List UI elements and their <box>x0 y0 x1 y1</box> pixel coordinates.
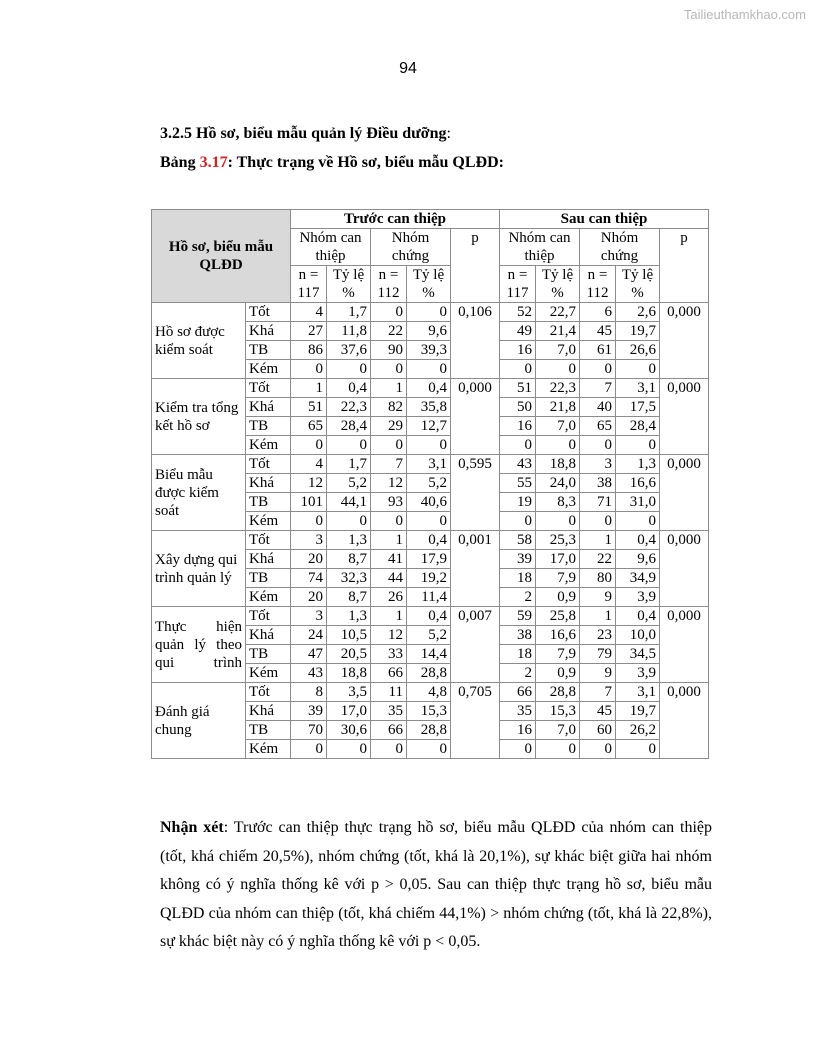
value-cell: 0 <box>580 740 616 759</box>
value-cell: 1 <box>291 379 327 398</box>
value-cell: 45 <box>580 702 616 721</box>
value-cell: 16 <box>500 721 536 740</box>
value-cell: 90 <box>371 341 407 360</box>
value-cell: 1,3 <box>327 607 371 626</box>
value-cell: 9,6 <box>407 322 451 341</box>
value-cell: 17,0 <box>327 702 371 721</box>
header-n-control: n = 112 <box>580 266 616 303</box>
criterion-label: Xây dựng qui trình quản lý <box>152 531 246 607</box>
value-cell: 101 <box>291 493 327 512</box>
level-cell: TB <box>246 493 291 512</box>
level-cell: Tốt <box>246 455 291 474</box>
value-cell: 0 <box>327 740 371 759</box>
value-cell: 0 <box>371 360 407 379</box>
value-cell: 5,2 <box>327 474 371 493</box>
level-cell: TB <box>246 645 291 664</box>
value-cell: 15,3 <box>536 702 580 721</box>
value-cell: 7 <box>580 683 616 702</box>
value-cell: 1 <box>580 531 616 550</box>
value-cell: 7,0 <box>536 721 580 740</box>
header-p: p <box>451 229 500 303</box>
value-cell: 40,6 <box>407 493 451 512</box>
value-cell: 11,4 <box>407 588 451 607</box>
value-cell: 51 <box>500 379 536 398</box>
value-cell: 44 <box>371 569 407 588</box>
value-cell: 8,7 <box>327 550 371 569</box>
value-cell: 40 <box>580 398 616 417</box>
table-caption <box>160 154 504 172</box>
value-cell: 4,8 <box>407 683 451 702</box>
level-cell: Tốt <box>246 531 291 550</box>
value-cell: 0,9 <box>536 664 580 683</box>
value-cell: 7 <box>580 379 616 398</box>
value-cell: 21,8 <box>536 398 580 417</box>
p-value-cell: 0,000 <box>660 683 709 759</box>
value-cell: 86 <box>291 341 327 360</box>
p-value-cell: 0,000 <box>660 607 709 683</box>
p-value-cell: 0,595 <box>451 455 500 531</box>
level-cell: Khá <box>246 550 291 569</box>
value-cell: 0 <box>500 512 536 531</box>
table-header <box>152 210 709 303</box>
header-n-intervention: n = 117 <box>291 266 327 303</box>
table-row <box>152 531 709 550</box>
value-cell: 18 <box>500 645 536 664</box>
level-cell: Khá <box>246 474 291 493</box>
value-cell: 0 <box>580 360 616 379</box>
criterion-label: Biểu mẫu được kiểm soát <box>152 455 246 531</box>
p-value-cell: 0,000 <box>660 531 709 607</box>
value-cell: 41 <box>371 550 407 569</box>
value-cell: 29 <box>371 417 407 436</box>
value-cell: 0 <box>407 360 451 379</box>
value-cell: 10,0 <box>616 626 660 645</box>
p-value-cell: 0,000 <box>660 379 709 455</box>
p-value-cell: 0,000 <box>660 455 709 531</box>
value-cell: 21,4 <box>536 322 580 341</box>
value-cell: 0 <box>407 512 451 531</box>
value-cell: 0 <box>407 303 451 322</box>
remark-paragraph <box>160 814 712 957</box>
value-cell: 2 <box>500 664 536 683</box>
value-cell: 17,9 <box>407 550 451 569</box>
value-cell: 0 <box>616 436 660 455</box>
value-cell: 22 <box>371 322 407 341</box>
value-cell: 0 <box>536 360 580 379</box>
value-cell: 66 <box>500 683 536 702</box>
value-cell: 7,9 <box>536 569 580 588</box>
value-cell: 22 <box>580 550 616 569</box>
records-table <box>151 209 709 759</box>
value-cell: 17,5 <box>616 398 660 417</box>
value-cell: 39 <box>500 550 536 569</box>
level-cell: Kém <box>246 664 291 683</box>
value-cell: 34,5 <box>616 645 660 664</box>
value-cell: 43 <box>500 455 536 474</box>
level-cell: Tốt <box>246 379 291 398</box>
caption-number: 3.17 <box>199 154 228 171</box>
value-cell: 28,4 <box>616 417 660 436</box>
value-cell: 24 <box>291 626 327 645</box>
value-cell: 17,0 <box>536 550 580 569</box>
value-cell: 12 <box>291 474 327 493</box>
value-cell: 5,2 <box>407 474 451 493</box>
value-cell: 28,8 <box>407 664 451 683</box>
value-cell: 23 <box>580 626 616 645</box>
header-rate: Tỷ lệ % <box>616 266 660 303</box>
value-cell: 61 <box>580 341 616 360</box>
level-cell: Tốt <box>246 607 291 626</box>
value-cell: 0,4 <box>616 607 660 626</box>
value-cell: 0 <box>500 436 536 455</box>
value-cell: 11 <box>371 683 407 702</box>
value-cell: 39,3 <box>407 341 451 360</box>
value-cell: 30,6 <box>327 721 371 740</box>
value-cell: 31,0 <box>616 493 660 512</box>
value-cell: 0 <box>371 303 407 322</box>
criterion-label: Thực hiện quản lý theo qui trình <box>152 607 246 683</box>
value-cell: 28,4 <box>327 417 371 436</box>
value-cell: 0,9 <box>536 588 580 607</box>
value-cell: 35 <box>371 702 407 721</box>
value-cell: 50 <box>500 398 536 417</box>
value-cell: 0 <box>407 740 451 759</box>
value-cell: 65 <box>291 417 327 436</box>
value-cell: 19,7 <box>616 702 660 721</box>
value-cell: 34,9 <box>616 569 660 588</box>
value-cell: 66 <box>371 664 407 683</box>
table-row <box>152 303 709 322</box>
header-group-control: Nhóm chứng <box>371 229 451 266</box>
value-cell: 26,6 <box>616 341 660 360</box>
value-cell: 0 <box>291 740 327 759</box>
level-cell: Kém <box>246 512 291 531</box>
header-before: Trước can thiệp <box>291 210 500 229</box>
value-cell: 2 <box>500 588 536 607</box>
header-row-label: Hồ sơ, biểu mẫu QLĐD <box>152 210 291 303</box>
value-cell: 0,4 <box>616 531 660 550</box>
value-cell: 43 <box>291 664 327 683</box>
value-cell: 35 <box>500 702 536 721</box>
criterion-label: Hồ sơ được kiểm soát <box>152 303 246 379</box>
value-cell: 3 <box>580 455 616 474</box>
section-title: 3.2.5 Hồ sơ, biểu mẫu quản lý Điều dưỡng <box>160 125 447 142</box>
value-cell: 14,4 <box>407 645 451 664</box>
value-cell: 51 <box>291 398 327 417</box>
value-cell: 1,7 <box>327 455 371 474</box>
value-cell: 28,8 <box>407 721 451 740</box>
value-cell: 18,8 <box>536 455 580 474</box>
criterion-label: Đánh giá chung <box>152 683 246 759</box>
table-body <box>152 303 709 759</box>
value-cell: 0 <box>616 512 660 531</box>
remark-label: Nhận xét <box>160 819 224 836</box>
watermark: Tailieuthamkhao.com <box>683 7 806 22</box>
value-cell: 8,7 <box>327 588 371 607</box>
level-cell: Khá <box>246 322 291 341</box>
value-cell: 24,0 <box>536 474 580 493</box>
value-cell: 0 <box>536 512 580 531</box>
value-cell: 0 <box>327 360 371 379</box>
value-cell: 0 <box>407 436 451 455</box>
level-cell: Tốt <box>246 303 291 322</box>
value-cell: 16,6 <box>616 474 660 493</box>
value-cell: 22,3 <box>327 398 371 417</box>
value-cell: 28,8 <box>536 683 580 702</box>
value-cell: 49 <box>500 322 536 341</box>
header-n-intervention: n = 117 <box>500 266 536 303</box>
value-cell: 0 <box>580 512 616 531</box>
remark-text: : Trước can thiệp thực trạng hồ sơ, biểu mẫu QLĐD của nhóm can thiệp (tốt, khá chiếm 20,5%), nhóm chứng (tốt, khá là 20,1%), sự khác biệt giữa hai nhóm không có ý nghĩa thống kê với p > 0,05. Sau can thiệp thực trạng hồ sơ, biểu mẫu QLĐD của nhóm can thiệp (tốt, khá chiếm 44,1%) > nhóm chứng (tốt, khá là 22,8%), sự khác biệt này có ý nghĩa thống kê với p < 0,05. <box>160 819 713 950</box>
p-value-cell: 0,000 <box>451 379 500 455</box>
table-row <box>152 683 709 702</box>
value-cell: 70 <box>291 721 327 740</box>
value-cell: 74 <box>291 569 327 588</box>
value-cell: 2,6 <box>616 303 660 322</box>
value-cell: 18,8 <box>327 664 371 683</box>
value-cell: 0 <box>580 436 616 455</box>
value-cell: 35,8 <box>407 398 451 417</box>
value-cell: 1,7 <box>327 303 371 322</box>
level-cell: Khá <box>246 702 291 721</box>
page-number: 94 <box>399 60 417 77</box>
value-cell: 0 <box>500 740 536 759</box>
value-cell: 0 <box>327 512 371 531</box>
value-cell: 82 <box>371 398 407 417</box>
value-cell: 12 <box>371 626 407 645</box>
value-cell: 39 <box>291 702 327 721</box>
table-row <box>152 455 709 474</box>
caption-prefix: Bảng <box>160 154 200 171</box>
section-heading <box>160 125 451 143</box>
level-cell: TB <box>246 721 291 740</box>
value-cell: 18 <box>500 569 536 588</box>
value-cell: 1 <box>371 379 407 398</box>
section-colon: : <box>446 125 451 142</box>
value-cell: 0 <box>291 512 327 531</box>
value-cell: 20,5 <box>327 645 371 664</box>
table-row <box>152 607 709 626</box>
value-cell: 22,3 <box>536 379 580 398</box>
header-rate: Tỷ lệ % <box>536 266 580 303</box>
value-cell: 1,3 <box>327 531 371 550</box>
value-cell: 47 <box>291 645 327 664</box>
value-cell: 3,1 <box>616 683 660 702</box>
value-cell: 60 <box>580 721 616 740</box>
value-cell: 58 <box>500 531 536 550</box>
value-cell: 59 <box>500 607 536 626</box>
value-cell: 66 <box>371 721 407 740</box>
header-group-intervention: Nhóm can thiệp <box>291 229 371 266</box>
criterion-label: Kiểm tra tổng kết hồ sơ <box>152 379 246 455</box>
value-cell: 38 <box>580 474 616 493</box>
level-cell: Kém <box>246 740 291 759</box>
level-cell: Kém <box>246 588 291 607</box>
value-cell: 26 <box>371 588 407 607</box>
p-value-cell: 0,000 <box>660 303 709 379</box>
value-cell: 0,4 <box>407 607 451 626</box>
value-cell: 65 <box>580 417 616 436</box>
value-cell: 55 <box>500 474 536 493</box>
value-cell: 19,7 <box>616 322 660 341</box>
value-cell: 9 <box>580 588 616 607</box>
value-cell: 7 <box>371 455 407 474</box>
level-cell: TB <box>246 341 291 360</box>
value-cell: 7,0 <box>536 341 580 360</box>
value-cell: 71 <box>580 493 616 512</box>
value-cell: 15,3 <box>407 702 451 721</box>
level-cell: Khá <box>246 626 291 645</box>
value-cell: 25,8 <box>536 607 580 626</box>
value-cell: 8 <box>291 683 327 702</box>
p-value-cell: 0,705 <box>451 683 500 759</box>
value-cell: 3,9 <box>616 664 660 683</box>
value-cell: 11,8 <box>327 322 371 341</box>
value-cell: 0 <box>500 360 536 379</box>
value-cell: 3 <box>291 531 327 550</box>
value-cell: 3,5 <box>327 683 371 702</box>
level-cell: Kém <box>246 360 291 379</box>
value-cell: 0 <box>291 436 327 455</box>
value-cell: 45 <box>580 322 616 341</box>
value-cell: 25,3 <box>536 531 580 550</box>
p-value-cell: 0,007 <box>451 607 500 683</box>
value-cell: 3,1 <box>407 455 451 474</box>
level-cell: Tốt <box>246 683 291 702</box>
header-rate: Tỷ lệ % <box>407 266 451 303</box>
value-cell: 9 <box>580 664 616 683</box>
value-cell: 93 <box>371 493 407 512</box>
value-cell: 0 <box>536 436 580 455</box>
value-cell: 9,6 <box>616 550 660 569</box>
level-cell: Khá <box>246 398 291 417</box>
caption-text: : Thực trạng về Hồ sơ, biểu mẫu QLĐD: <box>227 154 504 171</box>
level-cell: Kém <box>246 436 291 455</box>
value-cell: 44,1 <box>327 493 371 512</box>
value-cell: 38 <box>500 626 536 645</box>
value-cell: 6 <box>580 303 616 322</box>
value-cell: 16 <box>500 417 536 436</box>
value-cell: 22,7 <box>536 303 580 322</box>
header-group-intervention: Nhóm can thiệp <box>500 229 580 266</box>
value-cell: 0,4 <box>327 379 371 398</box>
value-cell: 4 <box>291 455 327 474</box>
value-cell: 3,9 <box>616 588 660 607</box>
value-cell: 79 <box>580 645 616 664</box>
value-cell: 12 <box>371 474 407 493</box>
table-row <box>152 379 709 398</box>
value-cell: 7,0 <box>536 417 580 436</box>
value-cell: 0 <box>291 360 327 379</box>
value-cell: 27 <box>291 322 327 341</box>
value-cell: 0 <box>616 360 660 379</box>
value-cell: 5,2 <box>407 626 451 645</box>
header-group-control: Nhóm chứng <box>580 229 660 266</box>
p-value-cell: 0,001 <box>451 531 500 607</box>
header-after: Sau can thiệp <box>500 210 709 229</box>
value-cell: 80 <box>580 569 616 588</box>
value-cell: 52 <box>500 303 536 322</box>
value-cell: 0 <box>616 740 660 759</box>
value-cell: 16,6 <box>536 626 580 645</box>
value-cell: 0,4 <box>407 531 451 550</box>
header-p: p <box>660 229 709 303</box>
level-cell: TB <box>246 569 291 588</box>
value-cell: 26,2 <box>616 721 660 740</box>
value-cell: 16 <box>500 341 536 360</box>
value-cell: 33 <box>371 645 407 664</box>
value-cell: 3,1 <box>616 379 660 398</box>
value-cell: 32,3 <box>327 569 371 588</box>
value-cell: 19,2 <box>407 569 451 588</box>
value-cell: 20 <box>291 588 327 607</box>
value-cell: 0 <box>371 436 407 455</box>
value-cell: 10,5 <box>327 626 371 645</box>
value-cell: 1 <box>580 607 616 626</box>
value-cell: 0 <box>371 512 407 531</box>
value-cell: 12,7 <box>407 417 451 436</box>
header-n-control: n = 112 <box>371 266 407 303</box>
value-cell: 19 <box>500 493 536 512</box>
value-cell: 20 <box>291 550 327 569</box>
level-cell: TB <box>246 417 291 436</box>
p-value-cell: 0,106 <box>451 303 500 379</box>
value-cell: 1,3 <box>616 455 660 474</box>
value-cell: 7,9 <box>536 645 580 664</box>
value-cell: 0,4 <box>407 379 451 398</box>
value-cell: 3 <box>291 607 327 626</box>
value-cell: 0 <box>536 740 580 759</box>
header-rate: Tỷ lệ % <box>327 266 371 303</box>
value-cell: 8,3 <box>536 493 580 512</box>
value-cell: 0 <box>327 436 371 455</box>
value-cell: 4 <box>291 303 327 322</box>
value-cell: 0 <box>371 740 407 759</box>
value-cell: 1 <box>371 531 407 550</box>
value-cell: 1 <box>371 607 407 626</box>
value-cell: 37,6 <box>327 341 371 360</box>
